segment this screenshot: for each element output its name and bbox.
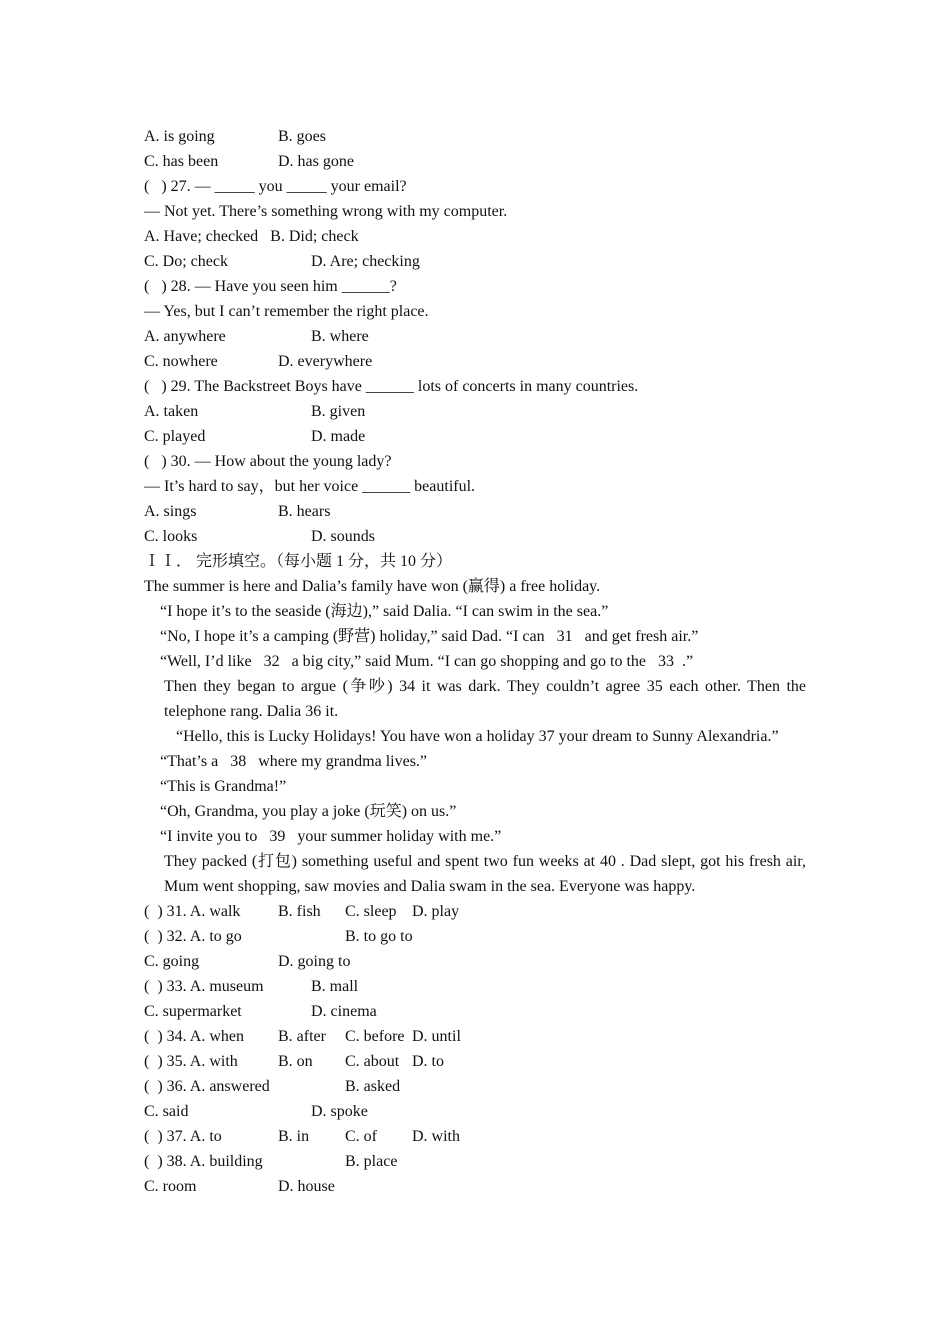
text-line: — Yes, but I can’t remember the right place. [144, 303, 429, 320]
option-text: D. house [278, 1178, 335, 1195]
text-line: ( ) 29. The Backstreet Boys have ______ lots of concerts in many countries. [144, 378, 639, 395]
option-row [144, 1174, 806, 1199]
option-text: C. looks [144, 528, 198, 545]
option-text: B. after [278, 1028, 326, 1045]
option-text: ( ) 36. A. answered [144, 1078, 270, 1095]
text-line: “I hope it’s to the seaside (海边),” said Dalia. “I can swim in the sea.” [160, 603, 609, 620]
text-line: ( ) 28. — Have you seen him ______? [144, 278, 397, 295]
option-text: B. in [278, 1128, 310, 1145]
option-row [144, 424, 806, 449]
option-text: C. has been [144, 153, 219, 170]
option-row [144, 124, 806, 149]
option-text: ( ) 33. A. museum [144, 978, 264, 995]
option-text: A. taken [144, 403, 199, 420]
option-row [144, 899, 806, 924]
text-line: ＩＩ． 完形填空。（每小题 1 分，共 10 分） [144, 553, 453, 570]
option-text: B. where [311, 328, 369, 345]
option-row [144, 1024, 806, 1049]
option-text: B. to go to [345, 928, 413, 945]
option-text: C. supermarket [144, 1003, 242, 1020]
option-text: C. nowhere [144, 353, 218, 370]
text-line: A. Have; checked B. Did; check [144, 228, 359, 245]
option-text: D. to [412, 1053, 444, 1070]
option-text: D. with [412, 1128, 460, 1145]
option-text: D. going to [278, 953, 351, 970]
option-text: D. cinema [311, 1003, 377, 1020]
text-line: The summer is here and Dalia’s family have won (赢得) a free holiday. [144, 578, 601, 595]
option-text: D. sounds [311, 528, 376, 545]
option-row [144, 149, 806, 174]
option-row [144, 399, 806, 424]
option-text: C. of [345, 1128, 377, 1145]
option-text: A. is going [144, 128, 215, 145]
option-text: B. hears [278, 503, 331, 520]
text-line: “I invite you to 39 your summer holiday with me.” [160, 828, 502, 845]
option-row [144, 924, 806, 949]
option-text: B. mall [311, 978, 359, 995]
text-line: — Not yet. There’s something wrong with my computer. [144, 203, 508, 220]
option-text: ( ) 35. A. with [144, 1053, 238, 1070]
option-row [144, 1149, 806, 1174]
option-text: B. on [278, 1053, 313, 1070]
option-row [144, 949, 806, 974]
option-text: D. everywhere [278, 353, 373, 370]
option-text: C. played [144, 428, 206, 445]
option-text: ( ) 31. A. walk [144, 903, 241, 920]
option-text: ( ) 38. A. building [144, 1153, 263, 1170]
text-line: ( ) 27. — _____ you _____ your email? [144, 178, 407, 195]
option-text: ( ) 37. A. to [144, 1128, 222, 1145]
option-text: D. until [412, 1028, 461, 1045]
option-row [144, 499, 806, 524]
option-text: C. sleep [345, 903, 397, 920]
option-text: C. room [144, 1178, 197, 1195]
option-text: C. going [144, 953, 200, 970]
option-text: B. fish [278, 903, 321, 920]
text-line: “This is Grandma!” [160, 778, 287, 795]
option-row [144, 1124, 806, 1149]
option-row [144, 1074, 806, 1099]
option-row [144, 999, 806, 1024]
option-text: C. Do; check [144, 253, 228, 270]
text-line: “Oh, Grandma, you play a joke (玩笑) on us.” [160, 803, 457, 820]
option-text: ( ) 32. A. to go [144, 928, 242, 945]
option-text: A. anywhere [144, 328, 226, 345]
option-row [144, 974, 806, 999]
option-text: B. goes [278, 128, 326, 145]
option-text: C. about [345, 1053, 400, 1070]
option-text: D. has gone [278, 153, 354, 170]
option-text: D. spoke [311, 1103, 368, 1120]
passage-paragraph: “Hello, this is Lucky Holidays! You have won a holiday 37 your dream to Sunny Alexandria.” [176, 728, 779, 745]
option-text: B. place [345, 1153, 398, 1170]
option-row [144, 524, 806, 549]
option-text: B. asked [345, 1078, 401, 1095]
option-row [144, 1099, 806, 1124]
option-text: C. before [345, 1028, 405, 1045]
text-line: “Well, I’d like 32 a big city,” said Mum. “I can go shopping and go to the 33 .” [160, 653, 694, 670]
text-line: “No, I hope it’s a camping (野营) holiday,” said Dad. “I can 31 and get fresh air.” [160, 628, 699, 645]
option-row [144, 349, 806, 374]
option-row [144, 1049, 806, 1074]
option-row [144, 324, 806, 349]
option-text: D. play [412, 903, 460, 920]
text-line: ( ) 30. — How about the young lady? [144, 453, 392, 470]
exam-page [144, 124, 806, 1199]
option-text: D. made [311, 428, 366, 445]
option-text: D. Are; checking [311, 253, 420, 270]
option-row [144, 249, 806, 274]
option-text: A. sings [144, 503, 197, 520]
option-text: B. given [311, 403, 366, 420]
passage-paragraph: Then they began to argue (争吵) 34 it was dark. They couldn’t agree 35 each other. Then the telephone rang. Dalia 36 it. [164, 678, 806, 720]
option-text: C. said [144, 1103, 189, 1120]
option-text: ( ) 34. A. when [144, 1028, 244, 1045]
text-line: — It’s hard to say，but her voice ______ beautiful. [144, 478, 476, 495]
text-line: “That’s a 38 where my grandma lives.” [160, 753, 428, 770]
passage-paragraph: They packed (打包) something useful and spent two fun weeks at 40 . Dad slept, got his fresh air, Mum went shopping, saw movies and Dalia swam in the sea. Everyone was happy. [164, 853, 806, 895]
